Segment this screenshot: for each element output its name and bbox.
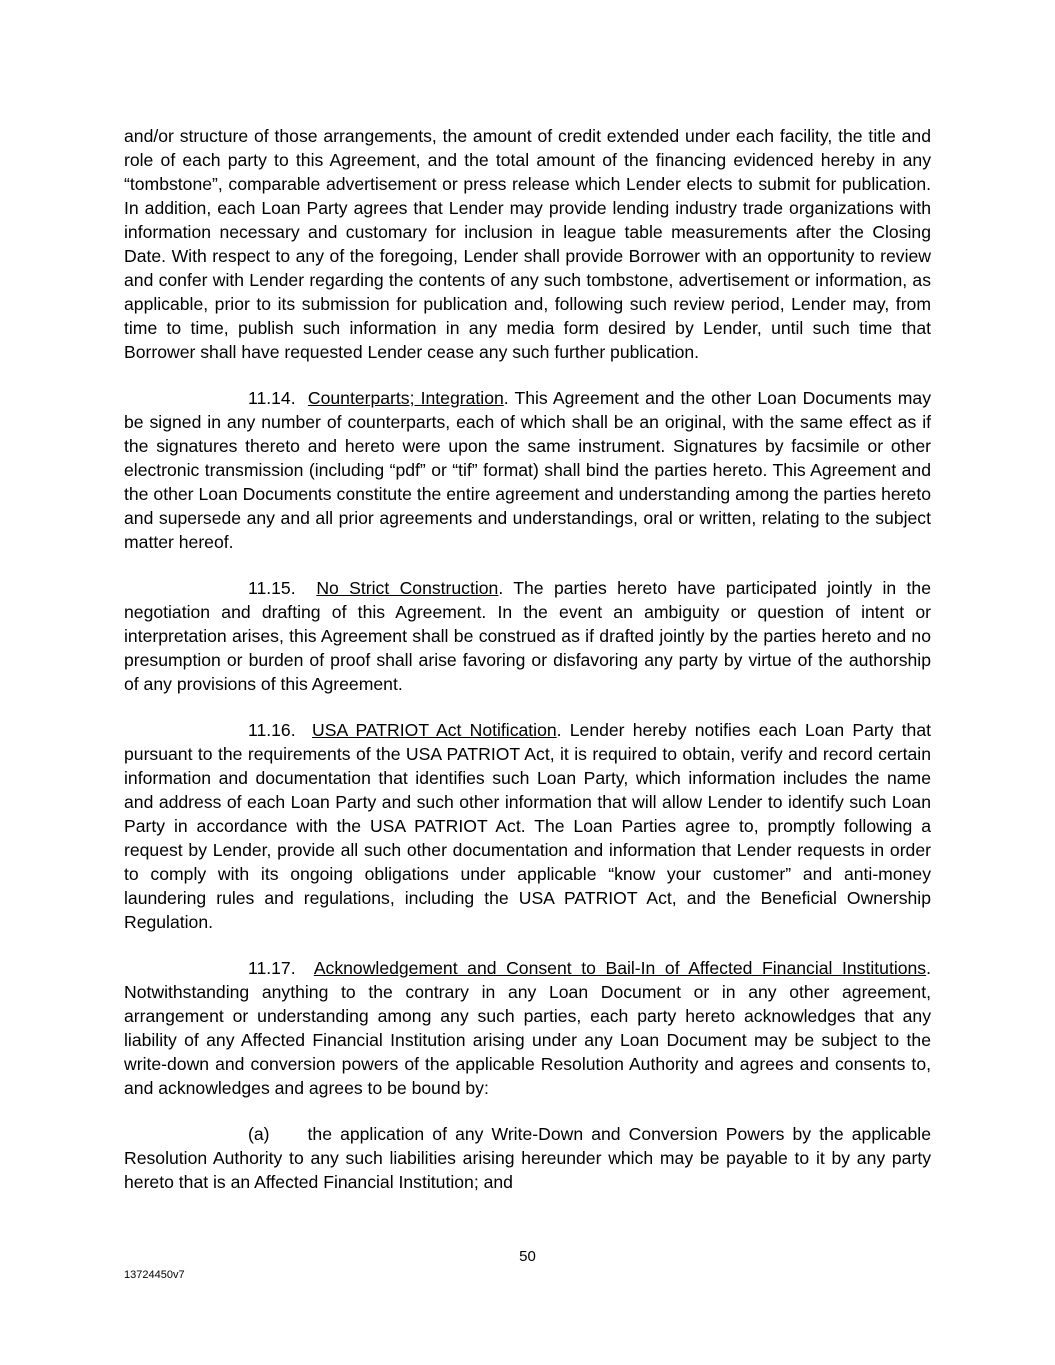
section-number: 11.16. xyxy=(248,720,296,740)
section-number: 11.14. xyxy=(248,388,296,408)
document-id: 13724450v7 xyxy=(124,1269,185,1281)
section-body: . This Agreement and the other Loan Documents may be signed in any number of counterparts, each of which shall be an original, with the same effect as if the signatures thereto and hereto were upon the same instrument. Signatures by facsimile or other electronic transmission (including “pdf” or “tif” format) shall bind the parties hereto. This Agreement and the other Loan Documents constitute the entire agreement and understanding among the parties hereto and supersede any and all prior agreements and understandings, oral or written, relating to the subject matter hereof. xyxy=(124,388,932,552)
subclause-label: (a) xyxy=(248,1124,270,1144)
section-body: . The parties hereto have participated jointly in the negotiation and drafting of this Agreement. In the event an ambiguity or question of intent or interpretation arises, this Agreement shall be construed as if drafted jointly by the parties hereto and no presumption or burden of proof shall arise favoring or disfavoring any party by virtue of the authorship of any provisions of this Agreement. xyxy=(124,578,931,694)
document-body xyxy=(124,124,931,1216)
section-11-14 xyxy=(124,386,931,554)
section-11-15 xyxy=(124,576,931,696)
section-body: . Notwithstanding anything to the contrary in any Loan Document or in any other agreement, arrangement or understanding among any such parties, each party hereto acknowledges that any liability of any Affected Financial Institution arising under any Loan Document may be subject to the write-down and conversion powers of the applicable Resolution Authority and agrees and consents to, and acknowledges and agrees to be bound by: xyxy=(124,958,931,1098)
section-title: USA PATRIOT Act Notification xyxy=(312,720,557,740)
section-body: . Lender hereby notifies each Loan Party that pursuant to the requirements of the USA PATRIOT Act, it is required to obtain, verify and record certain information and documentation that identifies such Loan Party, which information includes the name and address of each Loan Party and such other information that will allow Lender to identify such Loan Party in accordance with the USA PATRIOT Act. The Loan Parties agree to, promptly following a request by Lender, provide all such other documentation and information that Lender requests in order to comply with its ongoing obligations under applicable “know your customer” and anti-money laundering rules and regulations, including the USA PATRIOT Act, and the Beneficial Ownership Regulation. xyxy=(124,720,931,932)
section-number: 11.15. xyxy=(248,578,296,598)
section-number: 11.17. xyxy=(248,958,296,978)
page-number: 50 xyxy=(519,1248,536,1265)
subclause-body: the application of any Write-Down and Conversion Powers by the applicable Resolution Authority to any such liabilities arising hereunder which may be payable to it by any party hereto that is an Affected Financial Institution; and xyxy=(124,1124,931,1192)
section-11-16 xyxy=(124,718,931,934)
subclause-a xyxy=(124,1122,931,1194)
section-title: No Strict Construction xyxy=(316,578,499,598)
section-title: Acknowledgement and Consent to Bail-In of Affected Financial Institutions xyxy=(313,958,927,978)
intro-paragraph: and/or structure of those arrangements, the amount of credit extended under each facility, the title and role of each party to this Agreement, and the total amount of the financing evidenced hereby in any “tombstone”, comparable advertisement or press release which Lender elects to submit for publication. In addition, each Loan Party agrees that Lender may provide lending industry trade organizations with information necessary and customary for inclusion in league table measurements after the Closing Date. With respect to any of the foregoing, Lender shall provide Borrower with an opportunity to review and confer with Lender regarding the contents of any such tombstone, advertisement or information, as applicable, prior to its submission for publication and, following such review period, Lender may, from time to time, publish such information in any media form desired by Lender, until such time that Borrower shall have requested Lender cease any such further publication. xyxy=(124,126,931,362)
section-title: Counterparts; Integration xyxy=(307,388,504,408)
section-11-17 xyxy=(124,956,931,1100)
